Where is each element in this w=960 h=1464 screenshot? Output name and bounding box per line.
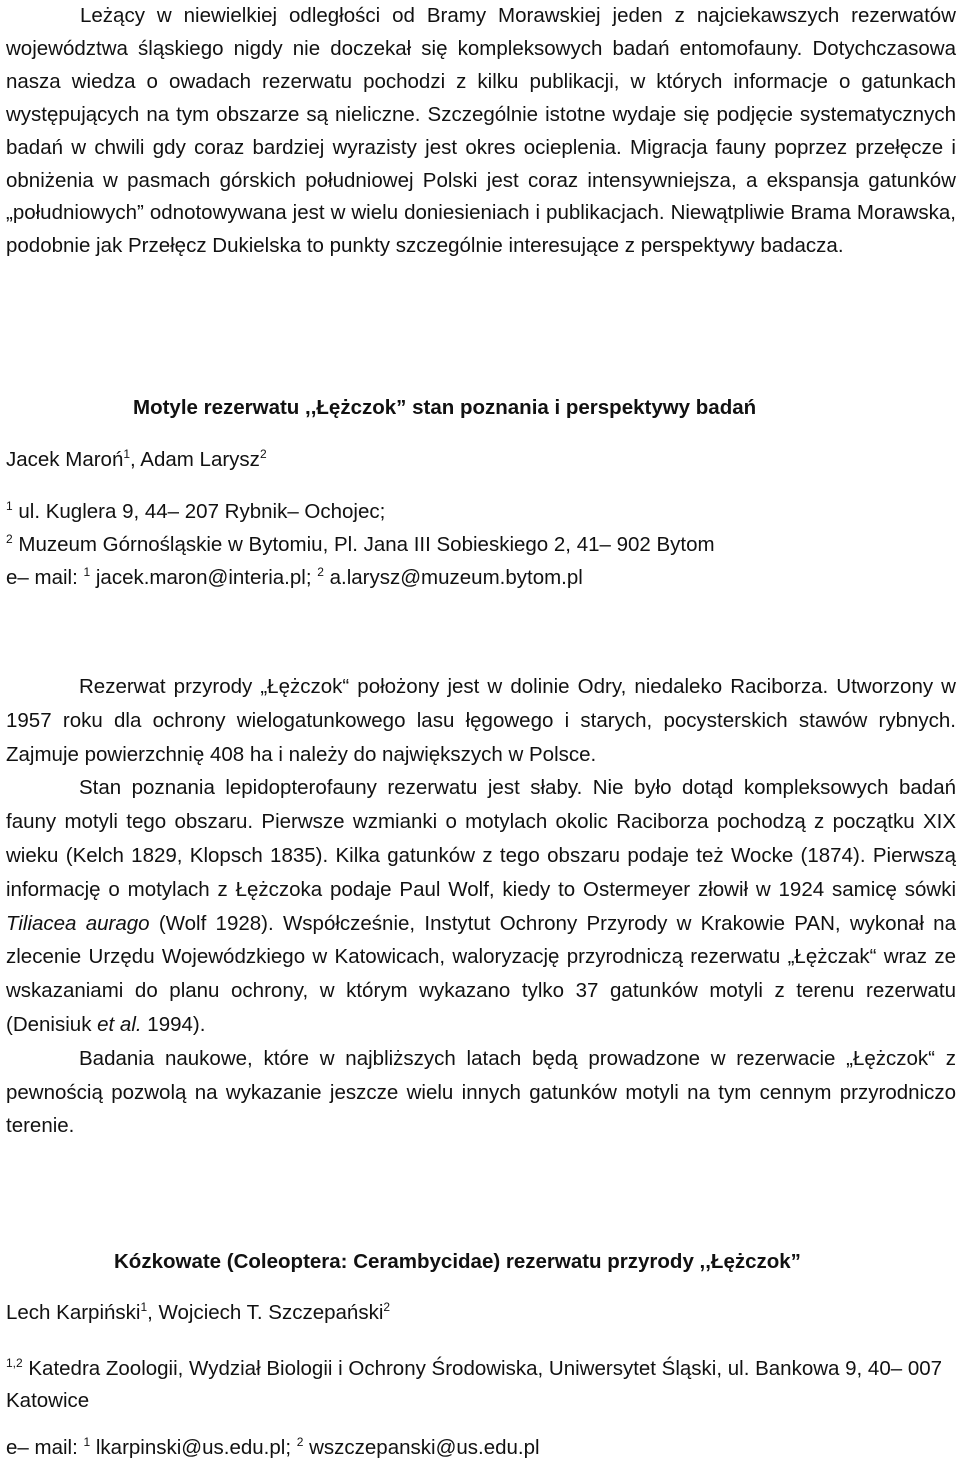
email-prefix: e– mail: <box>6 566 84 589</box>
citation-etal: et al. <box>97 1012 142 1036</box>
email-mark: 2 <box>317 565 324 580</box>
article1-authors <box>6 448 267 472</box>
article2-affiliation <box>6 1353 951 1417</box>
email-link[interactable]: a.larysz@muzeum.bytom.pl <box>323 566 583 589</box>
affil-text: Katedra Zoologii, Wydział Biologii i Ochrony Środowiska, Uniwersytet Śląski, ul. Bankowa 9, 40– 007 Katowice <box>6 1357 943 1412</box>
article1-paragraph-1: Rezerwat przyrody „Łężczok“ położony jest w dolinie Odry, niedaleko Raciborza. Utworzony w 1957 roku dla ochrony wielogatunkowego lasu łęgowego i starych, pocysterskich stawów rybnych. Zajmuje powierzchnię 408 ha i należy do największych w Polsce. <box>6 675 956 766</box>
email-link[interactable]: jacek.maron@interia.pl; <box>90 566 318 589</box>
article2-email <box>6 1436 540 1460</box>
affil-mark: 1,2 <box>6 1356 23 1371</box>
email-link[interactable]: lkarpinski@us.edu.pl; <box>90 1436 297 1459</box>
author-affil-mark: 1 <box>140 1300 148 1315</box>
email-mark: 1 <box>83 1435 91 1450</box>
author-name: , Adam Larysz <box>130 448 260 471</box>
affil-mark: 1 <box>6 499 13 514</box>
author-name: Lech Karpiński <box>6 1301 141 1324</box>
article1-title: Motyle rezerwatu ,,Łężczok” stan poznania i perspektywy badań <box>133 396 757 419</box>
author-name: Jacek Maroń <box>6 448 124 471</box>
article1-paragraph-2 <box>6 771 956 1041</box>
article1-affiliation-2 <box>6 533 715 557</box>
author-affil-mark: 1 <box>123 447 131 462</box>
affil-mark: 2 <box>6 532 13 547</box>
author-affil-mark: 2 <box>383 1300 391 1315</box>
species-name: Tiliacea aurago <box>6 911 150 935</box>
author-name: , Wojciech T. Szczepański <box>147 1301 384 1324</box>
article1-affiliation-1 <box>6 500 385 524</box>
email-mark: 1 <box>83 565 91 580</box>
paragraph-text: Stan poznania lepidopterofauny rezerwatu jest słaby. Nie było dotąd kompleksowych badań fauny motyli tego obszaru. Pierwsze wzmianki o motylach okolic Raciborza pochodzą z początku XIX wieku (Kelch 1829, Klopsch 1835). Kilka gatunków z tego obszaru podaje też Wocke (1874). Pierwszą informację o motylach z Łężczoka podaje Paul Wolf, kiedy to Ostermeyer złowił w 1924 samicę sówki <box>6 776 956 901</box>
paragraph-text: (Wolf 1928). Współcześnie, Instytut Ochrony Przyrody w Krakowie PAN, wykonał na zlecenie Urzędu Wojewódzkiego w Katowicach, waloryzację przyrodniczą rezerwatu „Łężczak“ wraz ze wskazaniami do planu ochrony, w którym wykazano tylko 37 gatunków motyli z terenu rezerwatu (Denisiuk <box>6 911 956 1036</box>
email-mark: 2 <box>296 1435 304 1450</box>
article1-paragraph-3: Badania naukowe, które w najbliższych latach będą prowadzone w rezerwacie „Łężczok“ z pewnością pozwolą na wykazanie jeszcze wielu innych gatunków motyli na tym cennym przyrodniczo terenie. <box>6 1046 956 1138</box>
article1-email <box>6 566 583 590</box>
article1-body <box>6 670 956 1143</box>
affil-text: ul. Kuglera 9, 44– 207 Rybnik– Ochojec; <box>12 500 386 523</box>
author-affil-mark: 2 <box>259 447 267 462</box>
paragraph-text: 1994). <box>141 1012 206 1036</box>
affil-text: Muzeum Górnośląskie w Bytomiu, Pl. Jana III Sobieskiego 2, 41– 902 Bytom <box>12 533 715 556</box>
article2-authors <box>6 1301 390 1325</box>
intro-paragraph: Leżący w niewielkiej odległości od Bramy Morawskiej jeden z najciekawszych rezerwatów województwa śląskiego nigdy nie doczekał się kompleksowych badań entomofauny. Dotychczasowa nasza wiedza o owadach rezerwatu pochodzi z kilku publikacji, w których informacje o gatunkach występujących na tym obszarze są nieliczne. Szczególnie istotne wydaje się podjęcie systematycznych badań w chwili gdy coraz bardziej wyrazisty jest okres ocieplenia. Migracja fauny poprzez przełęcze i obniżenia w pasmach górskich południowej Polski jest coraz intensywniejsza, a ekspansja gatunków „południowych” odnotowywana jest w wielu doniesieniach i publikacjach. Niewątpliwie Brama Morawska, podobnie jak Przełęcz Dukielska to punkty szczególnie interesujące z perspektywy badacza. <box>6 4 956 258</box>
article2-title: Kózkowate (Coleoptera: Cerambycidae) rezerwatu przyrody ,,Łężczok” <box>114 1250 801 1273</box>
email-link[interactable]: wszczepanski@us.edu.pl <box>303 1436 540 1459</box>
email-prefix: e– mail: <box>6 1436 84 1459</box>
